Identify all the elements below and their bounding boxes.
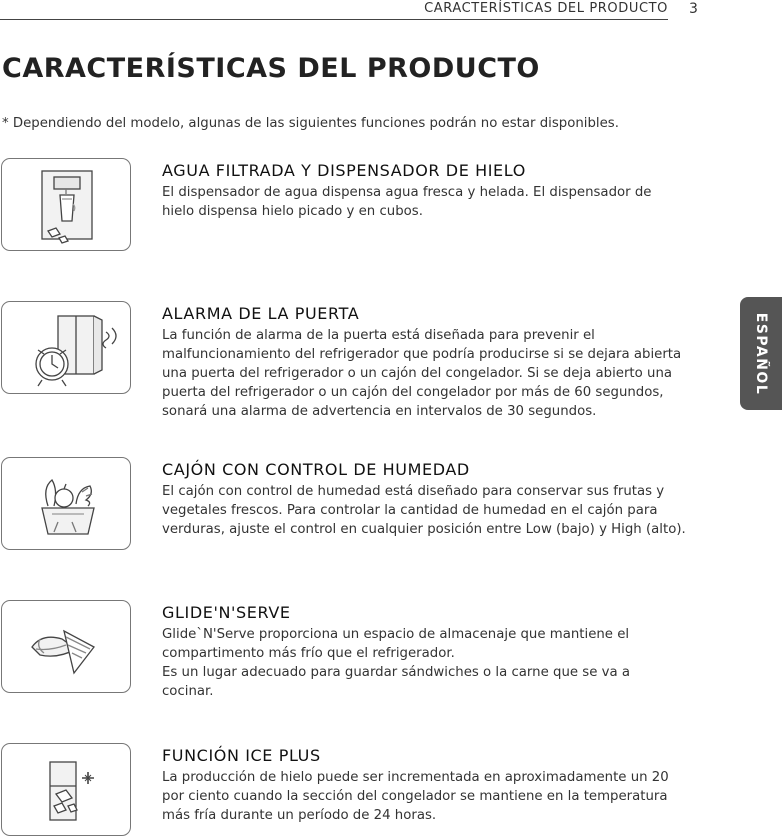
description-line: más fría durante un período de 24 horas. — [162, 808, 437, 823]
description-line: compartimento más frío que el refrigerador. — [162, 646, 455, 661]
availability-note: * Dependiendo del modelo, algunas de las siguientes funciones podrán no estar disponibles. — [2, 116, 619, 131]
ice-plus-icon — [1, 743, 131, 836]
description-line: malfuncionamiento del refrigerador que podría producirse si se dejara abierta — [162, 347, 682, 362]
humidity-crisper-icon — [1, 457, 131, 550]
feature-title: AGUA FILTRADA Y DISPENSADOR DE HIELO — [162, 161, 526, 180]
door-alarm-icon — [1, 301, 131, 394]
description-line: La producción de hielo puede ser incrementada en aproximadamente un 20 — [162, 770, 669, 785]
feature-title: FUNCIÓN ICE PLUS — [162, 746, 321, 765]
language-tab-label: ESPAÑOL — [753, 312, 769, 395]
description-line: sonará una alarma de advertencia en intervalos de 30 segundos. — [162, 404, 597, 419]
description-line: una puerta del refrigerador o un cajón del congelador. Si se deja abierto una — [162, 366, 673, 381]
description-line: La función de alarma de la puerta está diseñada para prevenir el — [162, 328, 595, 343]
language-tab — [740, 297, 782, 410]
description-line: puerta del refrigerador o un cajón del congelador por más de 60 segundos, — [162, 385, 664, 400]
description-line: Es un lugar adecuado para guardar sándwiches o la carne que se va a — [162, 665, 631, 680]
page-number: 3 — [689, 1, 698, 17]
description-line: El cajón con control de humedad está diseñado para conservar sus frutas y — [162, 484, 665, 499]
running-header — [0, 0, 668, 20]
running-header-title: CARACTERÍSTICAS DEL PRODUCTO — [424, 1, 668, 16]
feature-description — [162, 625, 710, 701]
sandwich-drawer-icon — [1, 600, 131, 693]
feature-title: ALARMA DE LA PUERTA — [162, 304, 360, 323]
feature-description — [162, 326, 710, 421]
description-line: vegetales frescos. Para controlar la cantidad de humedad en el cajón para — [162, 503, 658, 518]
description-line: Glide`N'Serve proporciona un espacio de almacenaje que mantiene el — [162, 627, 630, 642]
description-line: hielo dispensa hielo picado y en cubos. — [162, 204, 423, 219]
description-line: cocinar. — [162, 684, 214, 699]
feature-title: CAJÓN CON CONTROL DE HUMEDAD — [162, 460, 470, 479]
description-line: El dispensador de agua dispensa agua fresca y helada. El dispensador de — [162, 185, 652, 200]
water-ice-dispenser-icon — [1, 158, 131, 251]
page-title: CARACTERÍSTICAS DEL PRODUCTO — [2, 53, 540, 84]
feature-description — [162, 183, 710, 221]
feature-title: GLIDE'N'SERVE — [162, 603, 291, 622]
feature-description — [162, 482, 710, 539]
description-line: por ciento cuando la sección del congelador se mantiene en la temperatura — [162, 789, 668, 804]
description-line: verduras, ajuste el control en cualquier posición entre Low (bajo) y High (alto). — [162, 522, 686, 537]
feature-description — [162, 768, 710, 825]
